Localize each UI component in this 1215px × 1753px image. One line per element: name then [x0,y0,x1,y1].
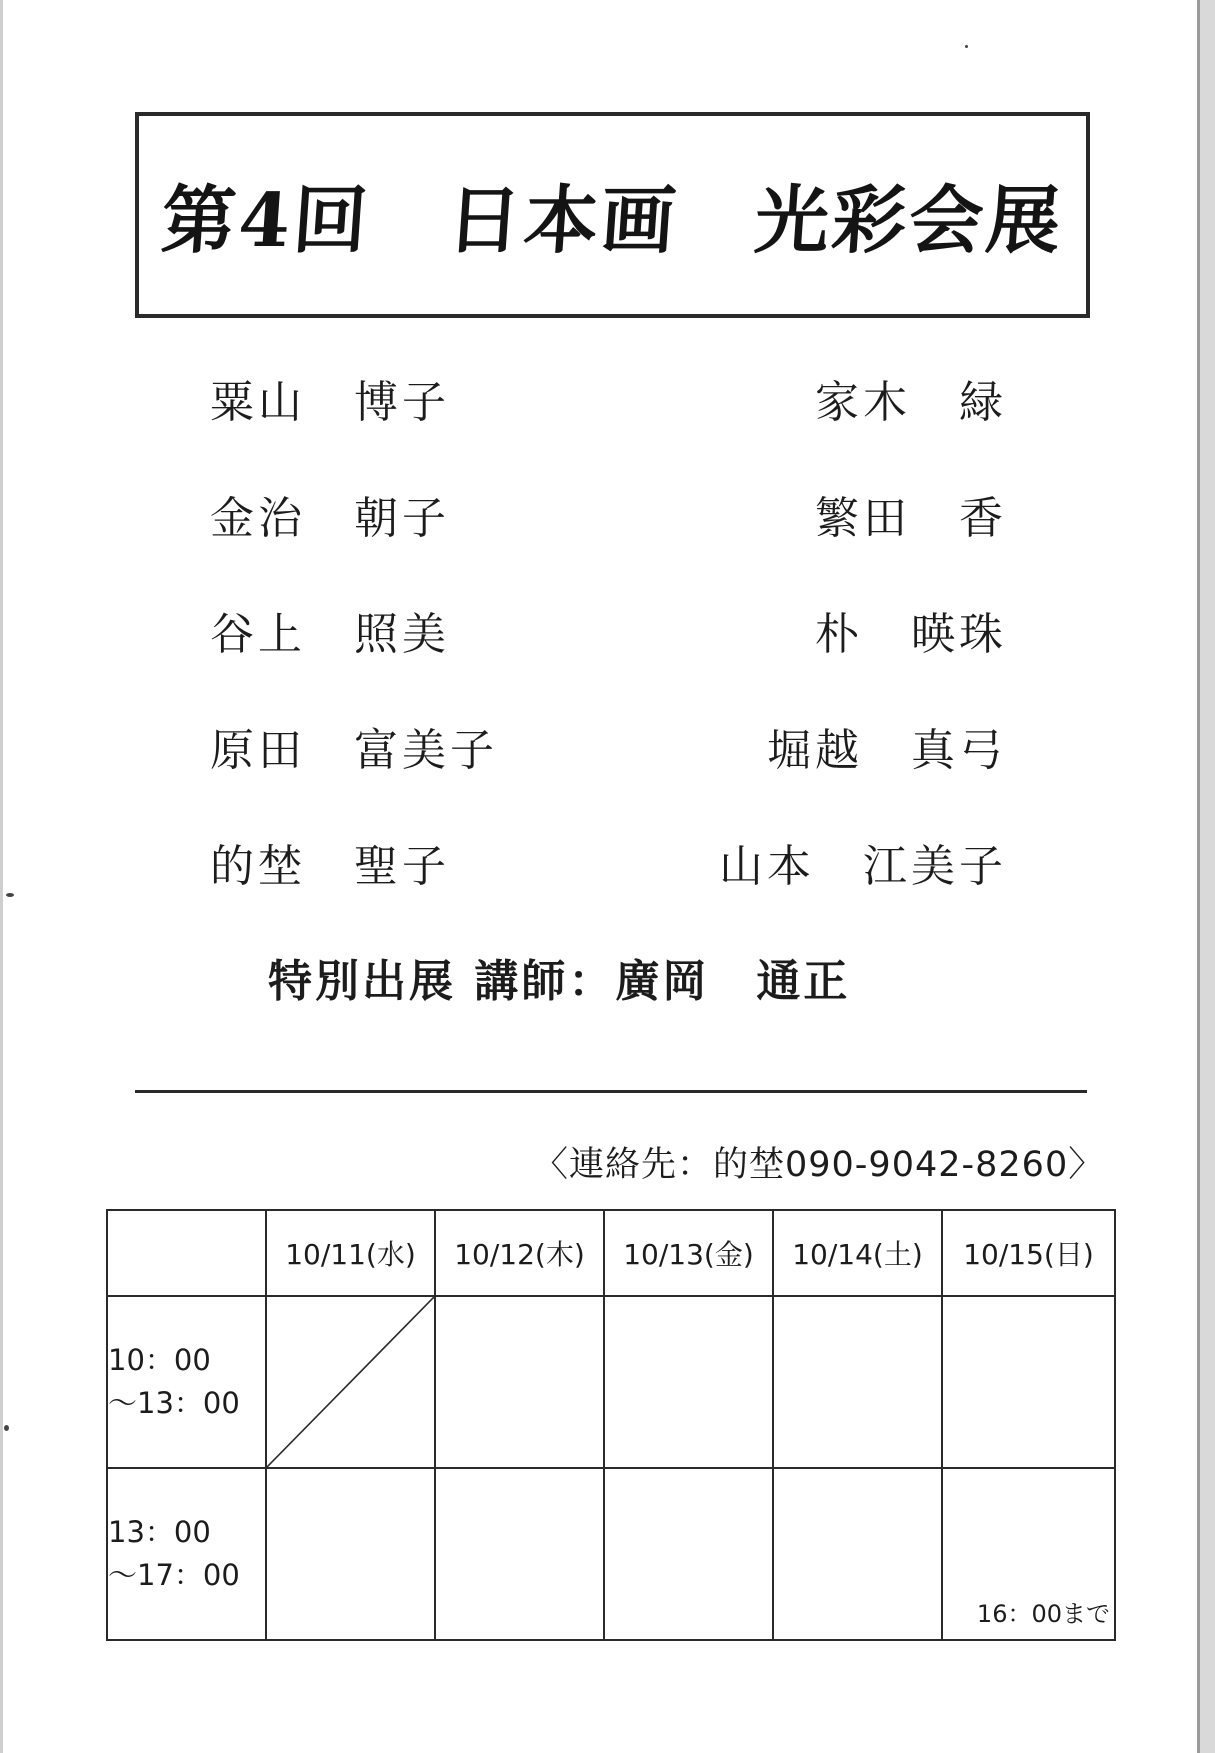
artist-name: 堀越 真弓 [767,725,1007,776]
date-header: 10/15(日) [942,1210,1115,1296]
time-slot-label: 10：00 ～13：00 [107,1296,266,1468]
artist-name: 山本 江美子 [719,841,1007,892]
artist-name: 繁田 香 [815,493,1007,544]
schedule-cell [266,1468,435,1640]
schedule-cell [773,1468,942,1640]
schedule-row [107,1468,1115,1640]
schedule-cell [773,1296,942,1468]
closing-time-note: 16：00まで [976,1600,1110,1628]
title-box [135,112,1090,318]
scan-edge [0,0,3,1753]
scan-speck [4,1425,9,1431]
exhibition-title: 第4回 日本画 光彩会展 [158,178,1066,264]
date-header: 10/12(木) [435,1210,604,1296]
artist-name: 朴 暎珠 [815,609,1007,660]
closed-slash [267,1297,434,1467]
artist-name: 金治 朝子 [210,493,450,544]
scan-speck [6,893,14,897]
divider-line [135,1090,1087,1093]
date-header: 10/11(水) [266,1210,435,1296]
contact-info: 〈連絡先：的埜090-9042-8260〉 [533,1145,1105,1185]
artist-name: 原田 富美子 [210,725,498,776]
artist-name: 家木 緑 [815,377,1007,428]
date-header: 10/14(土) [773,1210,942,1296]
schedule-cell [942,1296,1115,1468]
closed-cell [266,1296,435,1468]
time-slot-label: 13：00 ～17：00 [107,1468,266,1640]
artist-name: 粟山 博子 [210,377,450,428]
artist-name: 的埜 聖子 [210,841,450,892]
schedule-cell [435,1468,604,1640]
special-exhibit: 特別出展 講師：廣岡 通正 [268,956,851,1007]
date-header: 10/13(金) [604,1210,773,1296]
schedule-cell [604,1468,773,1640]
schedule-header-row [107,1210,1115,1296]
corner-cell [107,1210,266,1296]
scan-speck [965,45,968,48]
artist-name: 谷上 照美 [210,609,450,660]
schedule-row [107,1296,1115,1468]
schedule-table [106,1209,1116,1641]
schedule-cell [604,1296,773,1468]
schedule-cell [435,1296,604,1468]
schedule-cell [942,1468,1115,1640]
